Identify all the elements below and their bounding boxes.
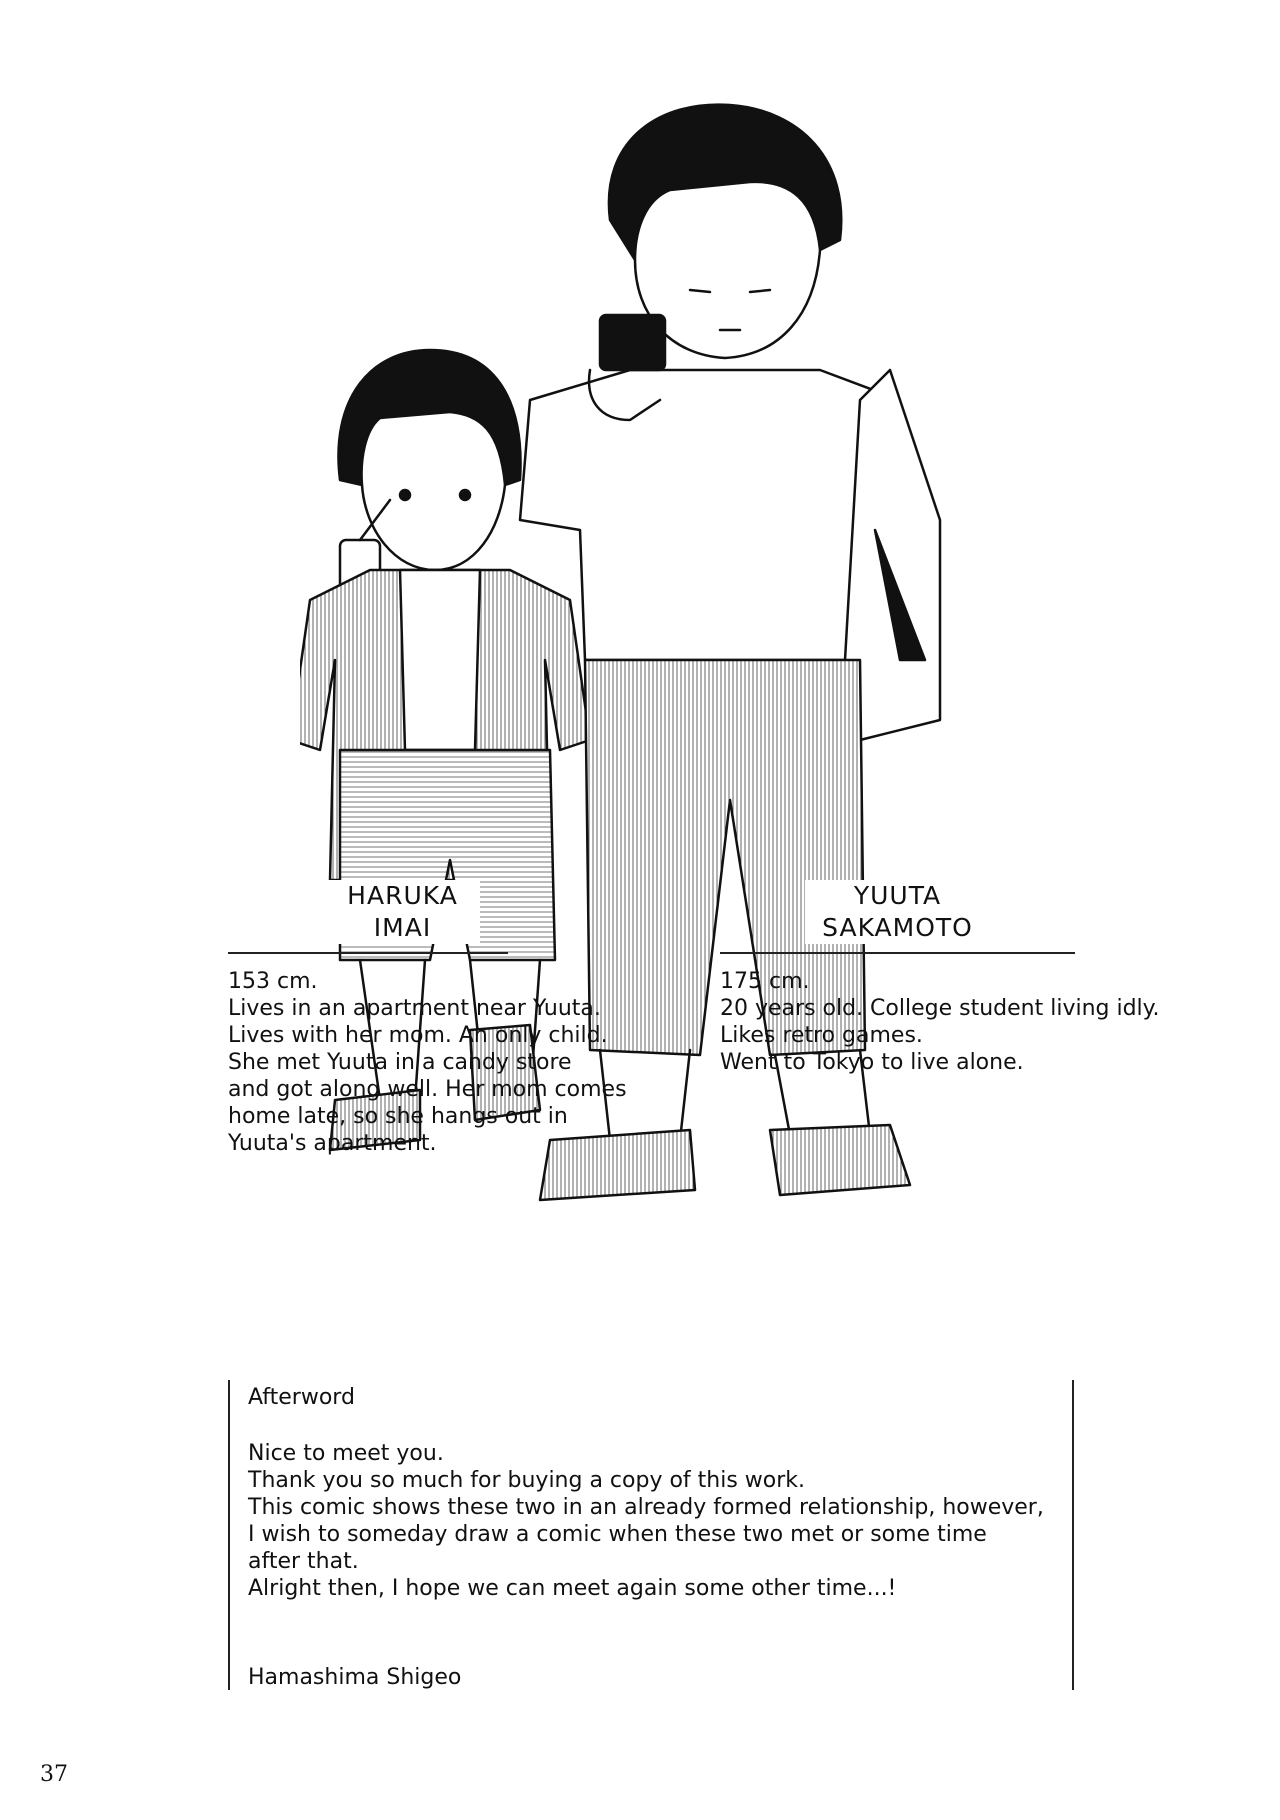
haruka-divider bbox=[228, 952, 508, 954]
afterword-author: Hamashima Shigeo bbox=[248, 1665, 462, 1690]
yuuta-line: 20 years old. College student living idly. bbox=[720, 996, 1160, 1021]
afterword-line: This comic shows these two in an already formed relationship, however, bbox=[248, 1495, 1044, 1520]
haruka-description bbox=[228, 968, 627, 1157]
afterword-right-bracket bbox=[1072, 1380, 1074, 1690]
haruka-line: She met Yuuta in a candy store bbox=[228, 1050, 572, 1075]
yuuta-line: Went to Tokyo to live alone. bbox=[720, 1050, 1024, 1075]
afterword-title: Afterword bbox=[248, 1385, 355, 1410]
yuuta-line: Likes retro games. bbox=[720, 1023, 923, 1048]
afterword-line: Thank you so much for buying a copy of this work. bbox=[248, 1468, 806, 1493]
afterword-line: I wish to someday draw a comic when these two met or some time bbox=[248, 1522, 987, 1547]
yuuta-name bbox=[805, 880, 990, 944]
haruka-line: Lives in an apartment near Yuuta. bbox=[228, 996, 601, 1021]
page-number: 37 bbox=[40, 1762, 68, 1787]
yuuta-name-line1: YUUTA bbox=[853, 881, 942, 910]
haruka-line: Yuuta's apartment. bbox=[228, 1131, 437, 1156]
haruka-name bbox=[325, 880, 480, 944]
haruka-line: 153 cm. bbox=[228, 969, 318, 994]
haruka-name-line1: HARUKA bbox=[347, 881, 458, 910]
afterword-line: Nice to meet you. bbox=[248, 1441, 444, 1466]
yuuta-name-line2: SAKAMOTO bbox=[822, 913, 973, 942]
afterword-line: Alright then, I hope we can meet again some other time...! bbox=[248, 1576, 897, 1601]
yuuta-divider bbox=[720, 952, 1075, 954]
haruka-line: Lives with her mom. An only child. bbox=[228, 1023, 608, 1048]
afterword-line: after that. bbox=[248, 1549, 359, 1574]
haruka-name-line2: IMAI bbox=[373, 913, 432, 942]
haruka-line: and got along well. Her mom comes bbox=[228, 1077, 627, 1102]
yuuta-description bbox=[720, 968, 1160, 1076]
haruka-line: home late, so she hangs out in bbox=[228, 1104, 568, 1129]
yuuta-line: 175 cm. bbox=[720, 969, 810, 994]
afterword-body bbox=[248, 1440, 1044, 1602]
afterword-left-bracket bbox=[228, 1380, 230, 1690]
